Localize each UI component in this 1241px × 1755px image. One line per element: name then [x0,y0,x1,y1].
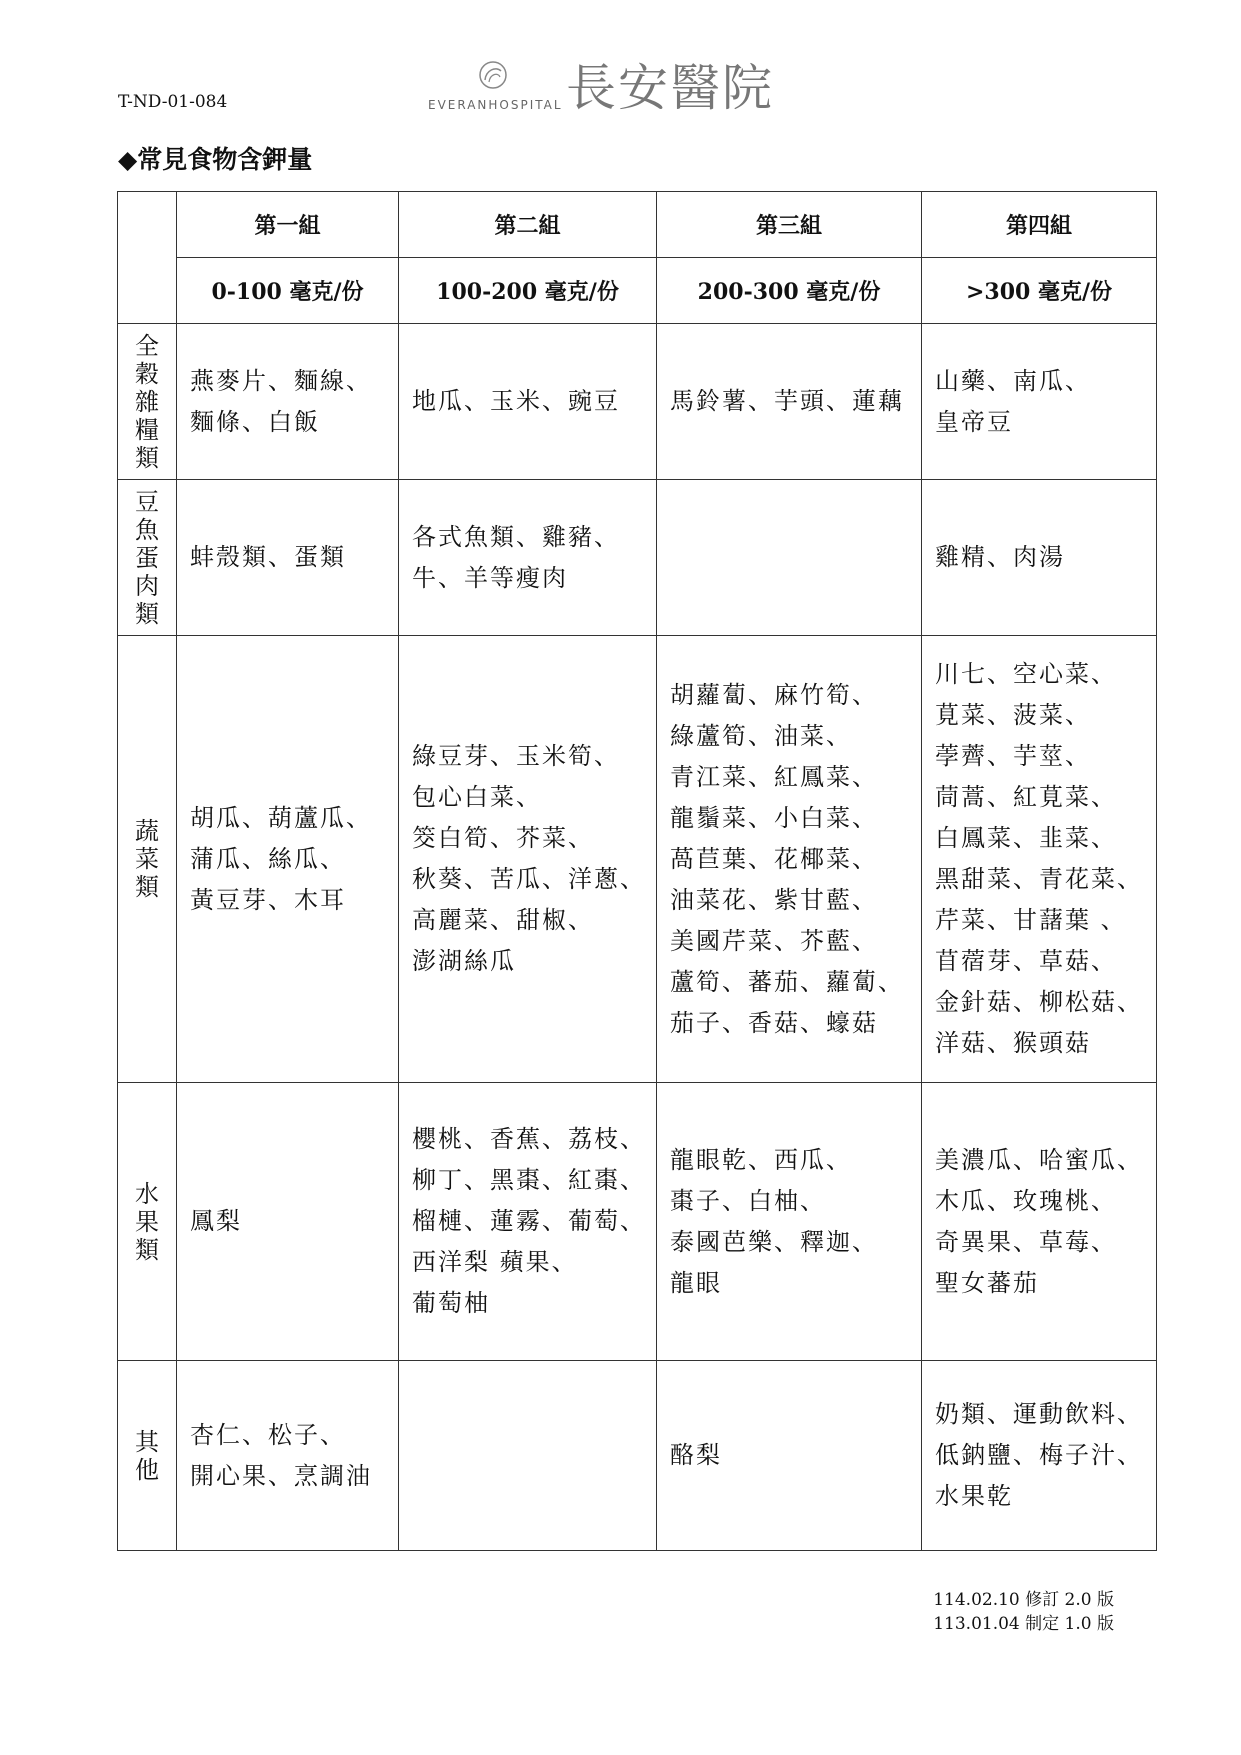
food-cell [657,636,922,1083]
food-line: 川七、空心菜、 [935,660,1117,688]
food-line: 萵苣葉、花椰菜、 [670,844,878,873]
group-header-row [118,192,1157,258]
food-cell [177,480,399,636]
group-range-row [118,258,1157,324]
food-line: 櫻桃、香蕉、荔枝、 [412,1125,646,1153]
food-line: 燕麥片、麵線、 [190,366,372,395]
food-line: 白鳳菜、韭菜、 [935,824,1117,852]
food-line: 酪梨 [670,1441,722,1469]
category-char: 類 [135,873,159,901]
food-line: 高麗菜、甜椒、 [412,906,594,934]
table-row [118,324,1157,480]
food-cell [922,1361,1157,1551]
group-range: 100-200 毫克/份 [399,258,657,324]
hospital-emblem-icon [476,58,510,92]
food-line: 苜蓿芽、草菇、 [935,947,1117,975]
category-char: 他 [135,1455,159,1484]
food-line: 美國芹菜、芥藍、 [670,926,878,955]
food-line: 棗子、白柚、 [670,1186,826,1215]
category-char: 類 [135,443,159,472]
category-cell [118,636,177,1083]
category-char: 蛋 [135,543,159,572]
food-line: 雞精、肉湯 [935,543,1065,571]
table-row [118,1361,1157,1551]
category-char: 魚 [135,515,159,544]
revision-footer [933,1588,1114,1636]
food-line: 葡萄柚 [412,1289,490,1317]
group-name: 第一組 [177,192,399,258]
category-char: 蔬 [135,817,159,845]
category-char: 果 [135,1207,159,1236]
food-line: 馬鈴薯、芋頭、蓮藕 [670,387,904,415]
group-range: 0-100 毫克/份 [177,258,399,324]
food-cell [399,324,657,480]
food-line: 芹菜、甘藷葉 、 [935,906,1127,934]
food-line: 榴槤、蓮霧、葡萄、 [412,1207,646,1235]
category-char: 類 [135,599,159,628]
food-line: 洋菇、猴頭菇 [935,1029,1091,1057]
food-line: 荸薺、芋莖、 [935,742,1091,770]
potassium-table [117,191,1157,1551]
food-line: 黑甜菜、青花菜、 [935,865,1143,893]
category-cell [118,480,177,636]
food-line: 莧菜、菠菜、 [935,701,1091,729]
food-line: 龍眼 [670,1268,722,1297]
food-line: 龍眼乾、西瓜、 [670,1145,852,1174]
food-line: 各式魚類、雞豬、 [412,522,620,551]
food-cell [657,324,922,480]
category-cell [118,324,177,480]
food-line: 聖女蕃茄 [935,1268,1039,1297]
food-cell [922,324,1157,480]
food-line: 胡蘿蔔、麻竹筍、 [670,680,878,709]
food-line: 杏仁、松子、 [190,1420,346,1449]
group-name: 第二組 [399,192,657,258]
category-char: 菜 [135,845,159,873]
food-line: 油菜花、紫甘藍、 [670,885,878,914]
food-line: 包心白菜、 [412,783,542,811]
food-line: 泰國芭樂、釋迦、 [670,1227,878,1256]
food-cell [922,636,1157,1083]
food-line: 地瓜、玉米、豌豆 [412,387,620,415]
logo-chinese-name: 長安醫院 [566,59,774,117]
food-line: 柳丁、黑棗、紅棗、 [412,1166,646,1194]
food-cell [657,1361,922,1551]
food-cell [922,1083,1157,1361]
food-line: 美濃瓜、哈蜜瓜、 [935,1145,1143,1174]
food-line: 龍鬚菜、小白菜、 [670,803,878,832]
category-char: 豆 [135,487,159,516]
food-line: 蘆筍、蕃茄、蘿蔔、 [670,967,904,996]
food-cell [177,636,399,1083]
revision-note: 114.02.10 修訂 2.0 版 [933,1590,1114,1610]
corner-cell [118,192,177,324]
food-cell [177,324,399,480]
food-line: 筊白筍、芥菜、 [412,824,594,852]
food-line: 低鈉鹽、梅子汁、 [935,1441,1143,1469]
food-line: 茼蒿、紅莧菜、 [935,783,1117,811]
food-line: 綠蘆筍、油菜、 [670,721,852,750]
food-line: 綠豆芽、玉米筍、 [412,742,620,770]
food-cell [922,480,1157,636]
category-cell [118,1361,177,1551]
food-line: 開心果、烹調油 [190,1461,372,1490]
food-line: 胡瓜、葫蘆瓜、 [190,803,372,832]
group-range: 200-300 毫克/份 [657,258,922,324]
category-char: 類 [135,1235,159,1264]
category-char: 其 [135,1427,159,1456]
food-line: 蒲瓜、絲瓜、 [190,844,346,873]
food-line: 皇帝豆 [935,407,1013,436]
category-char: 全 [135,331,159,360]
food-line: 蚌殼類、蛋類 [190,543,346,571]
table-row [118,636,1157,1083]
food-line: 金針菇、柳松菇、 [935,988,1143,1016]
food-line: 澎湖絲瓜 [412,947,516,975]
food-line: 牛、羊等瘦肉 [412,563,568,592]
food-line: 青江菜、紅鳳菜、 [670,762,878,791]
food-line: 奶類、運動飲料、 [935,1400,1143,1428]
category-char: 水 [135,1179,159,1208]
food-line: 西洋梨 蘋果、 [412,1248,578,1276]
food-line: 鳳梨 [190,1207,242,1235]
document-code: T-ND-01-084 [118,92,228,112]
food-line: 秋葵、苦瓜、洋蔥、 [412,865,646,893]
food-line: 山藥、南瓜、 [935,366,1091,395]
food-line: 木瓜、玫瑰桃、 [935,1186,1117,1215]
food-cell [657,480,922,636]
logo-english-name: EVERANHOSPITAL [428,98,563,112]
category-char: 雜 [135,387,159,416]
category-char: 肉 [135,571,159,600]
food-cell [399,1361,657,1551]
category-char: 糧 [135,415,159,444]
food-line: 黃豆芽、木耳 [190,885,346,914]
food-line: 茄子、香菇、蠔菇 [670,1008,878,1037]
table-row [118,480,1157,636]
page-title: ◆常見食物含鉀量 [118,145,313,174]
hospital-logo [428,58,828,120]
food-cell [177,1083,399,1361]
food-cell [399,1083,657,1361]
group-name: 第四組 [922,192,1157,258]
category-char: 穀 [135,359,159,388]
food-cell [657,1083,922,1361]
food-line: 水果乾 [935,1482,1013,1510]
food-cell [399,636,657,1083]
food-cell [399,480,657,636]
group-range: >300 毫克/份 [922,258,1157,324]
food-cell [177,1361,399,1551]
food-line: 奇異果、草莓、 [935,1227,1117,1256]
created-note: 113.01.04 制定 1.0 版 [933,1614,1114,1634]
food-line: 麵條、白飯 [190,407,320,436]
group-name: 第三組 [657,192,922,258]
category-cell [118,1083,177,1361]
table-row [118,1083,1157,1361]
